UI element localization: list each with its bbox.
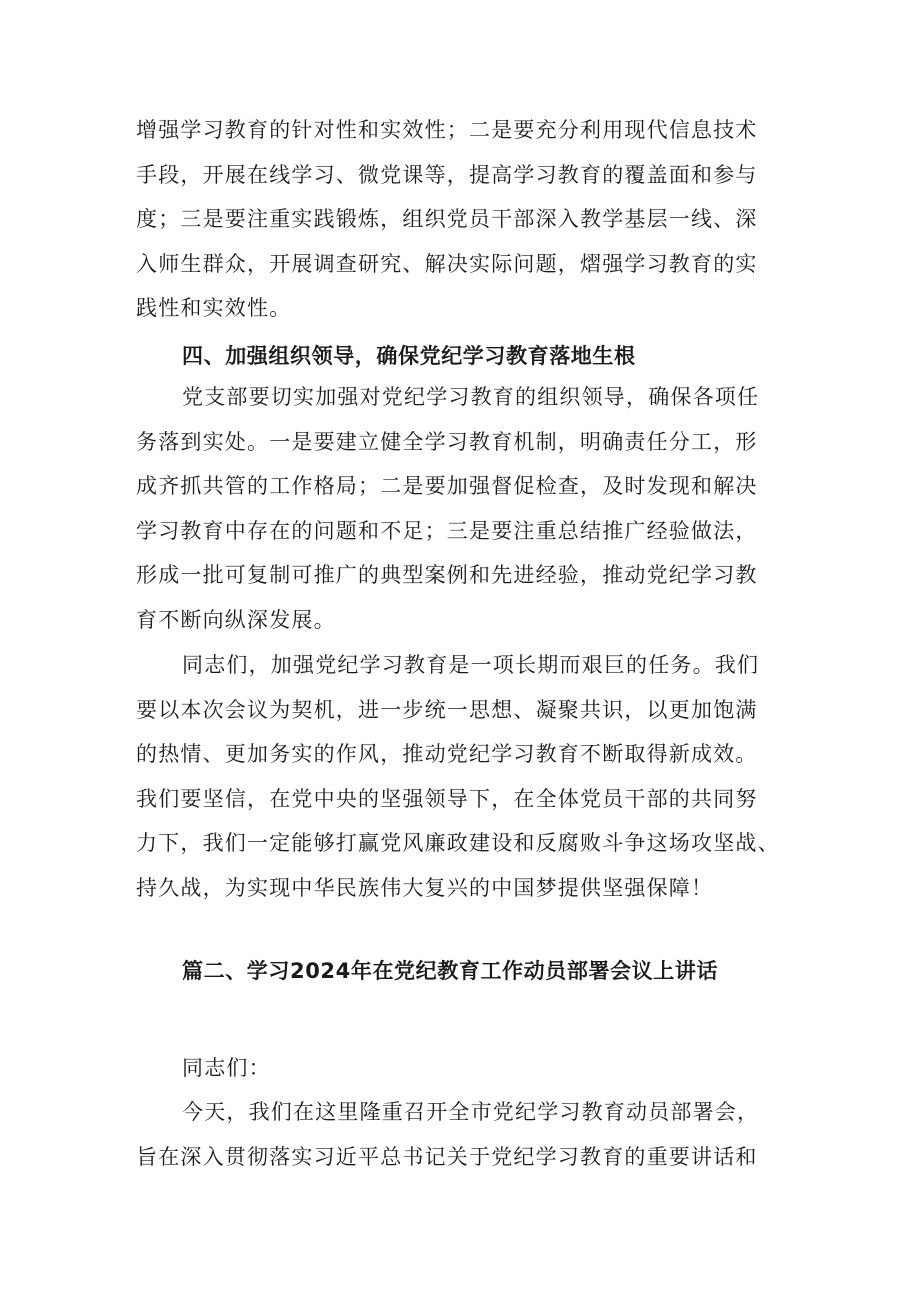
- text-line: 党支部要切实加强对党纪学习教育的组织领导，确保各项任: [182, 385, 760, 409]
- text-line: 我们要坚信，在党中央的坚强领导下，在全体党员干部的共同努: [136, 786, 758, 811]
- text-line: 增强学习教育的针对性和实效性；二是要充分利用现代信息技术: [136, 118, 758, 142]
- text-line: 成齐抓共管的工作格局；二是要加强督促检查，及时发现和解决: [136, 474, 758, 499]
- text-line: 度；三是要注重实践锻炼，组织党员干部深入教学基层一线、深: [136, 207, 758, 232]
- paragraph-opening: [136, 1090, 796, 1179]
- text-line: 形成一批可复制可推广的典型案例和先进经验，推动党纪学习教: [136, 563, 758, 588]
- paragraph-top: [136, 108, 796, 331]
- section-heading-four: 四、加强组织领导，确保党纪学习教育落地生根: [182, 344, 636, 368]
- text-line: 同志们，加强党纪学习教育是一项长期而艰巨的任务。我们: [182, 653, 760, 677]
- text-line: 手段，开展在线学习、微党课等，提高学习教育的覆盖面和参与: [136, 162, 758, 187]
- article-two-title: 篇二、学习2024年在党纪教育工作动员部署会议上讲话: [182, 959, 719, 983]
- text-line: 力下，我们一定能够打赢党风廉政建设和反腐败斗争这场攻坚战、: [136, 831, 780, 856]
- paragraph-closing: [136, 643, 796, 911]
- text-line: 的热情、更加务实的作风，推动党纪学习教育不断取得新成效。: [136, 742, 758, 767]
- text-line: 要以本次会议为契机，进一步统一思想、凝聚共识，以更加饱满: [136, 697, 758, 722]
- text-line: 今天，我们在这里隆重召开全市党纪学习教育动员部署会，: [182, 1100, 760, 1124]
- paragraph-section-four: [136, 375, 796, 643]
- text-line: 旨在深入贯彻落实习近平总书记关于党纪学习教育的重要讲话和: [136, 1144, 758, 1169]
- text-line: 学习教育中存在的问题和不足；三是要注重总结推广经验做法，: [136, 518, 758, 543]
- salutation: 同志们：: [182, 1056, 271, 1080]
- text-line: 持久战，为实现中华民族伟大复兴的中国梦提供坚强保障！: [136, 875, 714, 900]
- text-line: 务落到实处。一是要建立健全学习教育机制，明确责任分工，形: [136, 429, 758, 454]
- text-line: 育不断向纵深发展。: [136, 607, 336, 632]
- salutation-block: [136, 1046, 796, 1091]
- text-line: 入师生群众，开展调查研究、解决实际问题，熠强学习教育的实: [136, 251, 758, 276]
- text-line: 践性和实效性。: [136, 296, 292, 321]
